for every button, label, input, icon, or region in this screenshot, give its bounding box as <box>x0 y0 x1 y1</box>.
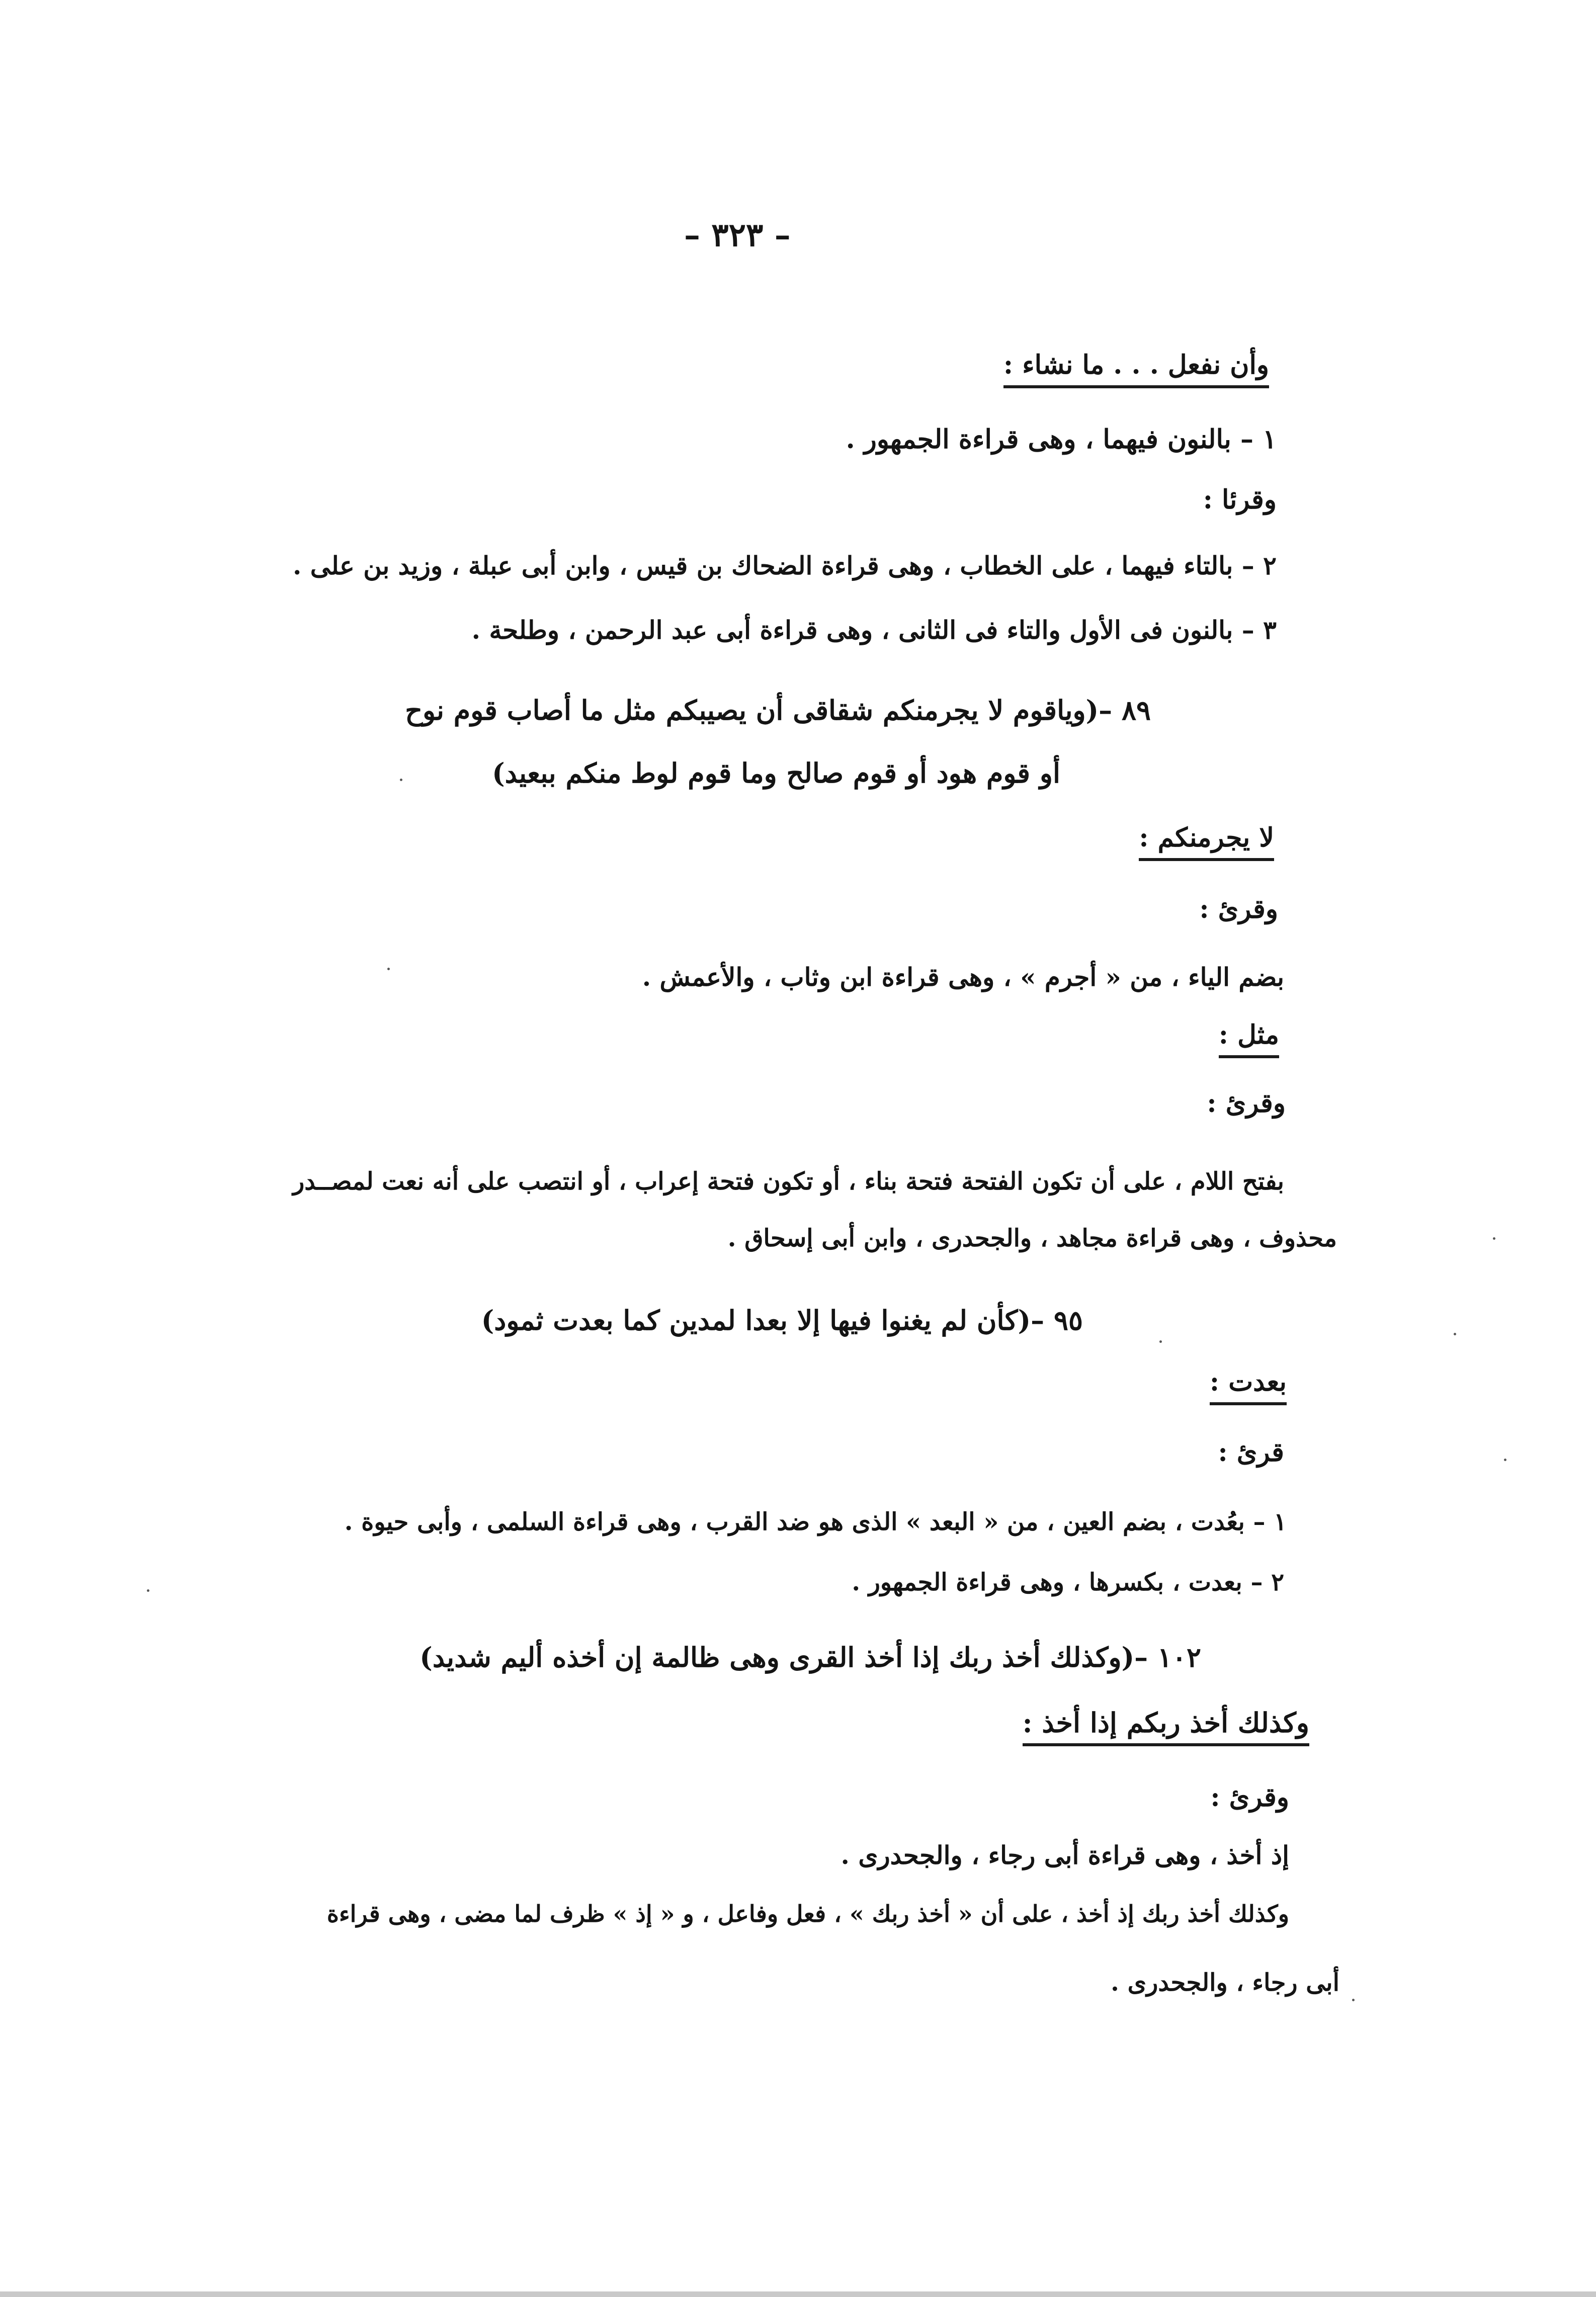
scan-speck <box>147 1589 149 1592</box>
text-line: قرئ : <box>1218 1437 1284 1468</box>
text-line: أبى رجاء ، والجحدرى . <box>1111 1969 1339 1997</box>
text-line: وقرئا : <box>1203 484 1277 515</box>
text-line: بضم الياء ، من « أجرم » ، وهى قراءة ابن وثاب ، والأعمش . <box>642 962 1284 992</box>
text-line: ١ – بعُدت ، بضم العين ، من « البعد » الذى هو ضد القرب ، وهى قراءة السلمى ، وأبى حيوة . <box>344 1508 1287 1536</box>
section-heading: وأن نفعل . . . ما نشاء : <box>1003 352 1269 388</box>
text-line: بفتح اللام ، على أن تكون الفتحة فتحة بناء ، أو تكون فتحة إعراب ، أو انتصب على أنه نعت لمصــدر <box>293 1167 1284 1196</box>
section-heading: مثل : <box>1219 1022 1279 1058</box>
text-line: ١ – بالنون فيهما ، وهى قراءة الجمهور . <box>846 424 1277 455</box>
text-line: محذوف ، وهى قراءة مجاهد ، والجحدرى ، وابن أبى إسحاق . <box>727 1224 1337 1252</box>
scan-speck <box>1493 1237 1495 1240</box>
viewer-bottom-edge <box>0 2291 1596 2297</box>
section-heading: لا يجرمنكم : <box>1139 825 1274 861</box>
text-line: إذ أخذ ، وهى قراءة أبى رجاء ، والجحدرى . <box>841 1840 1289 1870</box>
section-heading: بعدت : <box>1210 1369 1287 1405</box>
verse-line: ٩٥ –(كأن لم يغنوا فيها إلا بعدا لمدين كما بعدت ثمود) <box>481 1304 1083 1336</box>
text-line: وقرئ : <box>1207 1088 1286 1119</box>
text-line: ٣ – بالنون فى الأول والتاء فى الثانى ، وهى قراءة أبى عبد الرحمن ، وطلحة . <box>471 615 1277 645</box>
scan-speck <box>1454 1333 1456 1335</box>
text-line: وقرئ : <box>1210 1782 1289 1813</box>
page-number: – ٣٢٣ – <box>684 216 791 254</box>
scan-speck <box>400 779 402 781</box>
scan-speck <box>1352 1999 1355 2001</box>
scan-speck <box>387 968 390 970</box>
text-line: وكذلك أخذ ربك إذ أخذ ، على أن « أخذ ربك » ، فعل وفاعل ، و « إذ » ظرف لما مضى ، وهى قراءة <box>326 1900 1289 1927</box>
verse-line: ١٠٢ –(وكذلك أخذ ربك إذا أخذ القرى وهى ظالمة إن أخذه أليم شديد) <box>419 1641 1201 1673</box>
scan-speck <box>1504 1459 1506 1461</box>
verse-line: أو قوم هود أو قوم صالح وما قوم لوط منكم ببعيد) <box>492 757 1060 789</box>
scan-speck <box>1159 1340 1162 1343</box>
text-line: ٢ – بالتاء فيهما ، على الخطاب ، وهى قراءة الضحاك بن قيس ، وابن أبى عبلة ، وزيد بن على . <box>292 551 1277 580</box>
verse-line: ٨٩ –(وياقوم لا يجرمنكم شقاقى أن يصيبكم مثل ما أصاب قوم نوح <box>405 694 1151 726</box>
text-line: وقرئ : <box>1199 894 1278 924</box>
section-heading: وكذلك أخذ ربكم إذا أخذ : <box>1023 1709 1309 1746</box>
text-line: ٢ – بعدت ، بكسرها ، وهى قراءة الجمهور . <box>852 1568 1284 1596</box>
